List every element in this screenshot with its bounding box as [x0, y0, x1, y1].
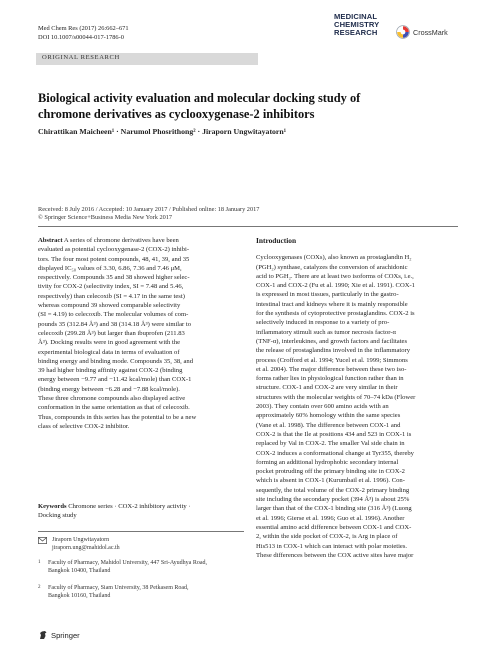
- abstract: [38, 236, 244, 431]
- corresponding-author: Jiraporn Ungwitayatorn: [52, 537, 110, 543]
- abstract-line: respectively. Compounds 35 and 38 showed higher selec-: [38, 274, 190, 282]
- abstract-line: 39 had higher binding affinity against COX-2 (binding: [38, 367, 183, 375]
- abstract-line: energy between −9.77 and −11.42 kcal/mole) than COX-1: [38, 376, 192, 384]
- body-line: acid to PGH₂. There are at least two isoforms of COXs, i.e.,: [256, 272, 414, 280]
- publisher-name: Springer: [51, 630, 80, 640]
- correspondence: [38, 536, 244, 552]
- body-line: selectively induced in response to a variety of pro-: [256, 319, 390, 327]
- doi[interactable]: DOI 10.1007/s00044-017-1786-0: [38, 34, 124, 41]
- affiliation: [38, 559, 244, 575]
- affiliation-line: Faculty of Pharmacy, Mahidol University, 447 Sri-Ayudhya Road,: [48, 560, 207, 566]
- keywords-list-cont: Docking study: [38, 512, 77, 520]
- body-line: for the synthesis of cytoprotective prostaglandins. COX-2 is: [256, 310, 415, 318]
- abstract-line: These three chromone compounds also displayed active: [38, 395, 186, 403]
- body-line: pocket protruding off the primary binding site in COX-2: [256, 468, 405, 476]
- body-line: essential amino acid difference between COX-1 and COX-: [256, 523, 412, 531]
- body-line: COX-2 is that the Ile at positions 434 and 523 in COX-1 is: [256, 430, 412, 438]
- body-line: replaced by Val in COX-2. The smaller Val side chain in: [256, 440, 405, 448]
- abstract-line: (SI = 4.19) to celecoxib. The molecular volumes of com-: [38, 311, 189, 319]
- body-line: structure. COX-1 and COX-2 are very similar in their: [256, 384, 398, 392]
- abstract-line: Å³). Docking results were in good agreement with the: [38, 339, 181, 347]
- body-line: et al. 1996; Gierse et al. 1996; Guo et al. 1996). Another: [256, 514, 405, 522]
- body-line: structures with the molecular weights of 70–74 kDa (Flower: [256, 393, 416, 401]
- section-label: ORIGINAL RESEARCH: [42, 54, 120, 61]
- keywords-list: Chromone series · COX-2 inhibitory activity ·: [68, 503, 191, 510]
- body-line: (PGH₂) synthase, catalyzes the conversion of arachidonic: [256, 263, 408, 271]
- section-heading: Introduction: [256, 236, 297, 245]
- title-line-2: chromone derivatives as cyclooxygenase-2 inhibitors: [38, 106, 315, 121]
- affiliation-line: Faculty of Pharmacy, Siam University, 38 Petkasem Road,: [48, 585, 189, 591]
- affiliation-number: 1: [38, 560, 41, 565]
- body-line: the release of prostaglandins involved in the inflammatory: [256, 347, 410, 355]
- title-line-1: Biological activity evaluation and molecular docking study of: [38, 91, 361, 105]
- journal-brand: [334, 13, 464, 45]
- publisher-footer: [38, 630, 80, 640]
- body-line: sequently, the total volume of the COX-2 primary binding: [256, 486, 410, 494]
- abstract-line: Thus, compounds in this series has the potential to be a new: [38, 413, 197, 421]
- affiliation: [38, 584, 244, 600]
- abstract-label: Abstract: [38, 237, 63, 244]
- body-line: larger than that of the COX-1 binding site (316 Å³) (Luong: [256, 505, 412, 513]
- affiliation-line: Bangkok 10160, Thailand: [48, 593, 111, 599]
- body-line: His513 in COX-1 which can interact with polar moieties.: [256, 542, 408, 550]
- affiliation-line: Bangkok 10400, Thailand: [48, 568, 111, 574]
- body-line: intestinal tract and kidneys where it is mainly responsible: [256, 300, 408, 308]
- abstract-line: binding energy and binding mode. Compounds 35, 38, and: [38, 357, 194, 365]
- abstract-line: (binding energy between −6.28 and −7.88 kcal/mole).: [38, 385, 180, 393]
- crossmark-icon: [396, 25, 410, 39]
- brand-line-2: CHEMISTRY: [334, 20, 380, 30]
- body-line: is expressed in most tissues, particularly in the gastro-: [256, 291, 399, 299]
- body-line: These differences between the COX active sites have major: [256, 551, 414, 559]
- abstract-line: conformation in the same orientation as that of celecoxib.: [38, 404, 190, 412]
- abstract-line: whereas compound 39 showed comparable selectivity: [38, 302, 181, 310]
- journal-citation: Med Chem Res (2017) 26:662–671: [38, 25, 129, 32]
- abstract-line: tivity for COX-2 (selectivity index, SI = 7.48 and 5.46,: [38, 283, 184, 291]
- abstract-line: class of selective COX-2 inhibitor.: [38, 422, 130, 430]
- body-line: which is absent in COX-1 (Kurumbail et al. 1996). Con-: [256, 477, 405, 485]
- crossmark-label: CrossMark: [413, 27, 448, 37]
- brand-line-3: RESEARCH: [334, 28, 378, 38]
- springer-horse-icon: [38, 630, 48, 640]
- brand-line-1: MEDICINAL: [334, 12, 378, 21]
- publication-history: [38, 206, 458, 222]
- abstract-line: Abstract A series of chromone derivatives have been: [38, 237, 179, 244]
- body-line: et al. 2004). The major difference between these two iso-: [256, 365, 407, 373]
- crossmark-badge[interactable]: [396, 25, 448, 39]
- abstract-line: displayed IC₅₀ values of 3.30, 6.86, 7.36 and 7.46 μM,: [38, 264, 182, 272]
- body-line: 2003). They contain over 600 amino acids with an: [256, 403, 389, 411]
- article-dates: Received: 8 July 2016 / Accepted: 10 January 2017 / Published online: 18 January 2017: [38, 206, 260, 213]
- journal-logo-text: [334, 13, 379, 38]
- body-line: site including the secondary pocket (394 Å³) is about 25%: [256, 496, 410, 504]
- abstract-line: tors. The four most potent compounds, 48, 41, 39, and 35: [38, 255, 190, 263]
- body-line: COX-2 induces a conformational change at Tyr355, thereby: [256, 449, 414, 457]
- body-line: forming an additional hydrophobic secondary internal: [256, 458, 399, 466]
- divider: [38, 226, 458, 227]
- author-list: Chirattikan Maicheen¹ · Narumol Phosrithong² · Jiraporn Ungwitayatorn¹: [38, 127, 287, 136]
- envelope-icon: [38, 537, 47, 544]
- body-line: inflammatory stimuli such as tumor necrosis factor-α: [256, 328, 396, 336]
- abstract-line: celecoxib (299.28 Å³) but larger than ibuprofen (211.83: [38, 329, 185, 337]
- abstract-line: respectively) than celecoxib (SI = 4.17 in the same test): [38, 292, 185, 300]
- body-line: 2, within the side pocket of COX-2, is Arg in place of: [256, 533, 398, 541]
- copyright: © Springer Science+Business Media New York 2017: [38, 214, 173, 221]
- footnote-divider: [38, 531, 244, 532]
- abstract-line: experimental biological data in terms of evaluation of: [38, 348, 180, 356]
- keywords: [38, 502, 244, 521]
- body-line: forms rather lies in physiological function rather than in: [256, 375, 404, 383]
- article-title: [38, 91, 438, 122]
- body-line: COX-1 and COX-2 (Fu et al. 1990; Xie et al. 1991). COX-1: [256, 282, 415, 290]
- body-line: process (Crofford et al. 1994; Yucel et al. 1999; Simmons: [256, 356, 408, 364]
- abstract-line: pounds 35 (312.84 Å³) and 38 (314.18 Å³) were similar to: [38, 320, 192, 328]
- body-line: approximately 60% homology within the same species: [256, 412, 401, 420]
- body-line: Cyclooxygenases (COXs), also known as prostaglandin H₂: [256, 254, 412, 262]
- section-banner: [36, 53, 258, 65]
- affiliation-number: 2: [38, 585, 41, 590]
- journal-reference: [38, 24, 129, 42]
- abstract-line: evaluated as potential cyclooxygenase-2 (COX-2) inhibi-: [38, 246, 190, 254]
- body-line: (TNF-α), interleukines, and growth factors and facilitates: [256, 337, 408, 345]
- body-line: (Vane et al. 1998). The difference between COX-1 and: [256, 421, 401, 429]
- introduction: [256, 236, 460, 560]
- keywords-label: Keywords: [38, 503, 67, 510]
- introduction-body: [256, 253, 460, 560]
- author-email[interactable]: jiraporn.ung@mahidol.ac.th: [52, 545, 120, 551]
